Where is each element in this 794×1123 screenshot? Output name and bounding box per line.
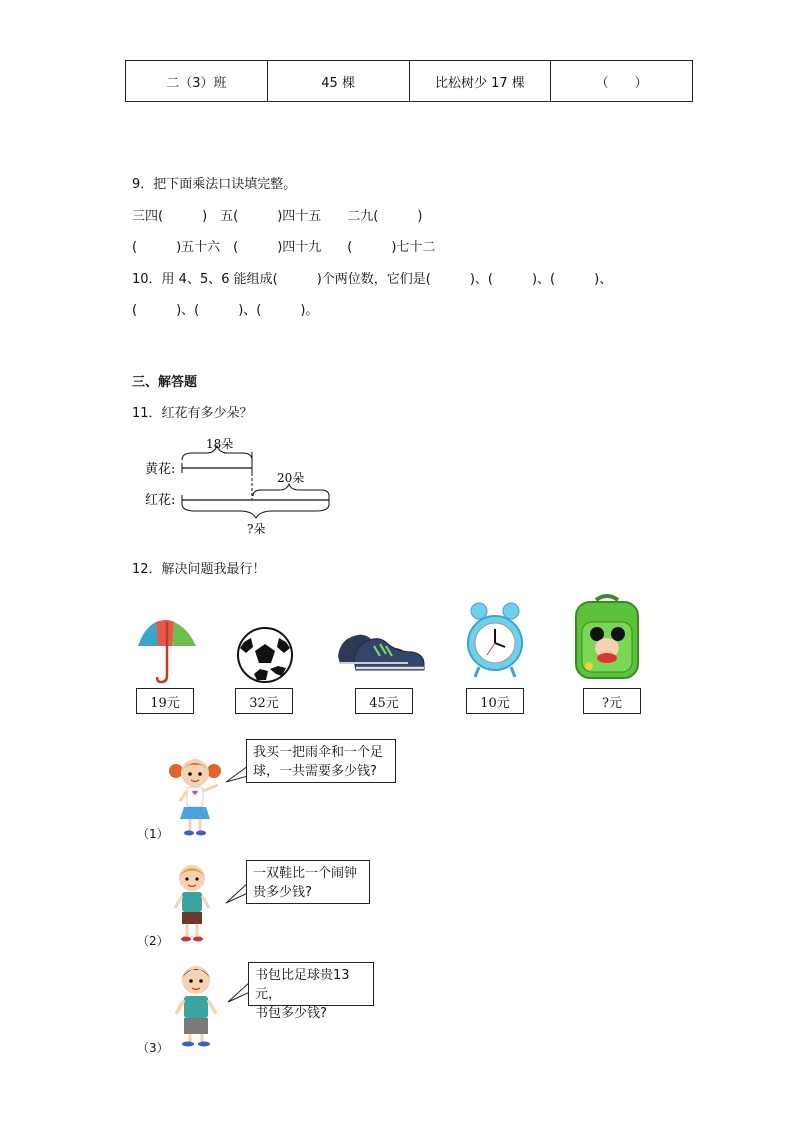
bubble-tail-3 — [226, 976, 250, 1006]
subquestion-3-number: （3） — [137, 1041, 169, 1055]
bubble-2-line2: 贵多少钱? — [253, 885, 312, 900]
girl-icon — [168, 755, 224, 837]
table-cell-count: 45 棵 — [268, 61, 410, 101]
table-cell-answer-blank[interactable]: （ ） — [595, 75, 648, 91]
more-brace — [253, 484, 329, 496]
flower-line-diagram — [135, 430, 355, 540]
backpack-icon — [570, 592, 644, 682]
bubble-1-line1: 我买一把雨伞和一个足 — [253, 745, 384, 760]
speech-bubble-2 — [246, 860, 370, 904]
q10-line2: ( )、( )、( )。 — [132, 303, 319, 318]
bubble-tail-2 — [224, 877, 248, 907]
table-cell-class: 二（3）班 — [126, 61, 268, 101]
subquestion-1-number: （1） — [137, 827, 169, 841]
subquestion-2-number: （2） — [137, 934, 169, 948]
boy-black-hair-icon — [170, 962, 222, 1048]
table-cell-compare: 比松树少 17 棵 — [410, 61, 552, 101]
bubble-1-line2: 球，一共需要多少钱? — [253, 764, 377, 779]
q9-title: 9．把下面乘法口诀填完整。 — [132, 177, 297, 192]
trees-table-row — [125, 60, 693, 102]
alarm-clock-icon — [465, 601, 525, 681]
speech-bubble-3 — [248, 962, 374, 1021]
bubble-2-line1: 一双鞋比一个闹钟 — [253, 866, 358, 881]
q12-title: 12．解决问题我最行！ — [132, 562, 266, 577]
football-icon — [236, 626, 294, 684]
boy-icon — [170, 862, 214, 944]
sneakers-icon — [334, 626, 428, 674]
bubble-3-line2: 书包多少钱? — [255, 1006, 327, 1021]
q9-row2: ( )五十六 ( )四十九 ( )七十二 — [132, 240, 436, 255]
section-title: 三、解答题 — [132, 375, 198, 390]
price-box-backpack: ?元 — [583, 688, 641, 714]
umbrella-icon — [136, 616, 198, 684]
red-label: 红花: — [145, 493, 176, 508]
speech-bubble-1 — [246, 739, 396, 783]
bubble-3-line1: 书包比足球贵13元， — [255, 968, 350, 1002]
price-box-umbrella: 19元 — [136, 688, 194, 714]
price-box-alarm-clock: 10元 — [466, 688, 524, 714]
total-label: ?朵 — [247, 522, 266, 536]
q11-title: 11．红花有多少朵？ — [132, 406, 253, 421]
q10-line1: 10．用 4、5、6 能组成( )个两位数，它们是( )、( )、( )、 — [132, 272, 613, 287]
price-box-sneakers: 45元 — [355, 688, 413, 714]
price-box-football: 32元 — [235, 688, 293, 714]
more-amount: 20朵 — [277, 471, 305, 485]
total-brace — [182, 504, 329, 518]
yellow-amount: 18朵 — [206, 437, 234, 451]
yellow-label: 黄花: — [145, 462, 176, 477]
bubble-tail-1 — [224, 762, 248, 786]
q9-row1: 三四( ) 五( )四十五 二九( ) — [132, 209, 423, 224]
